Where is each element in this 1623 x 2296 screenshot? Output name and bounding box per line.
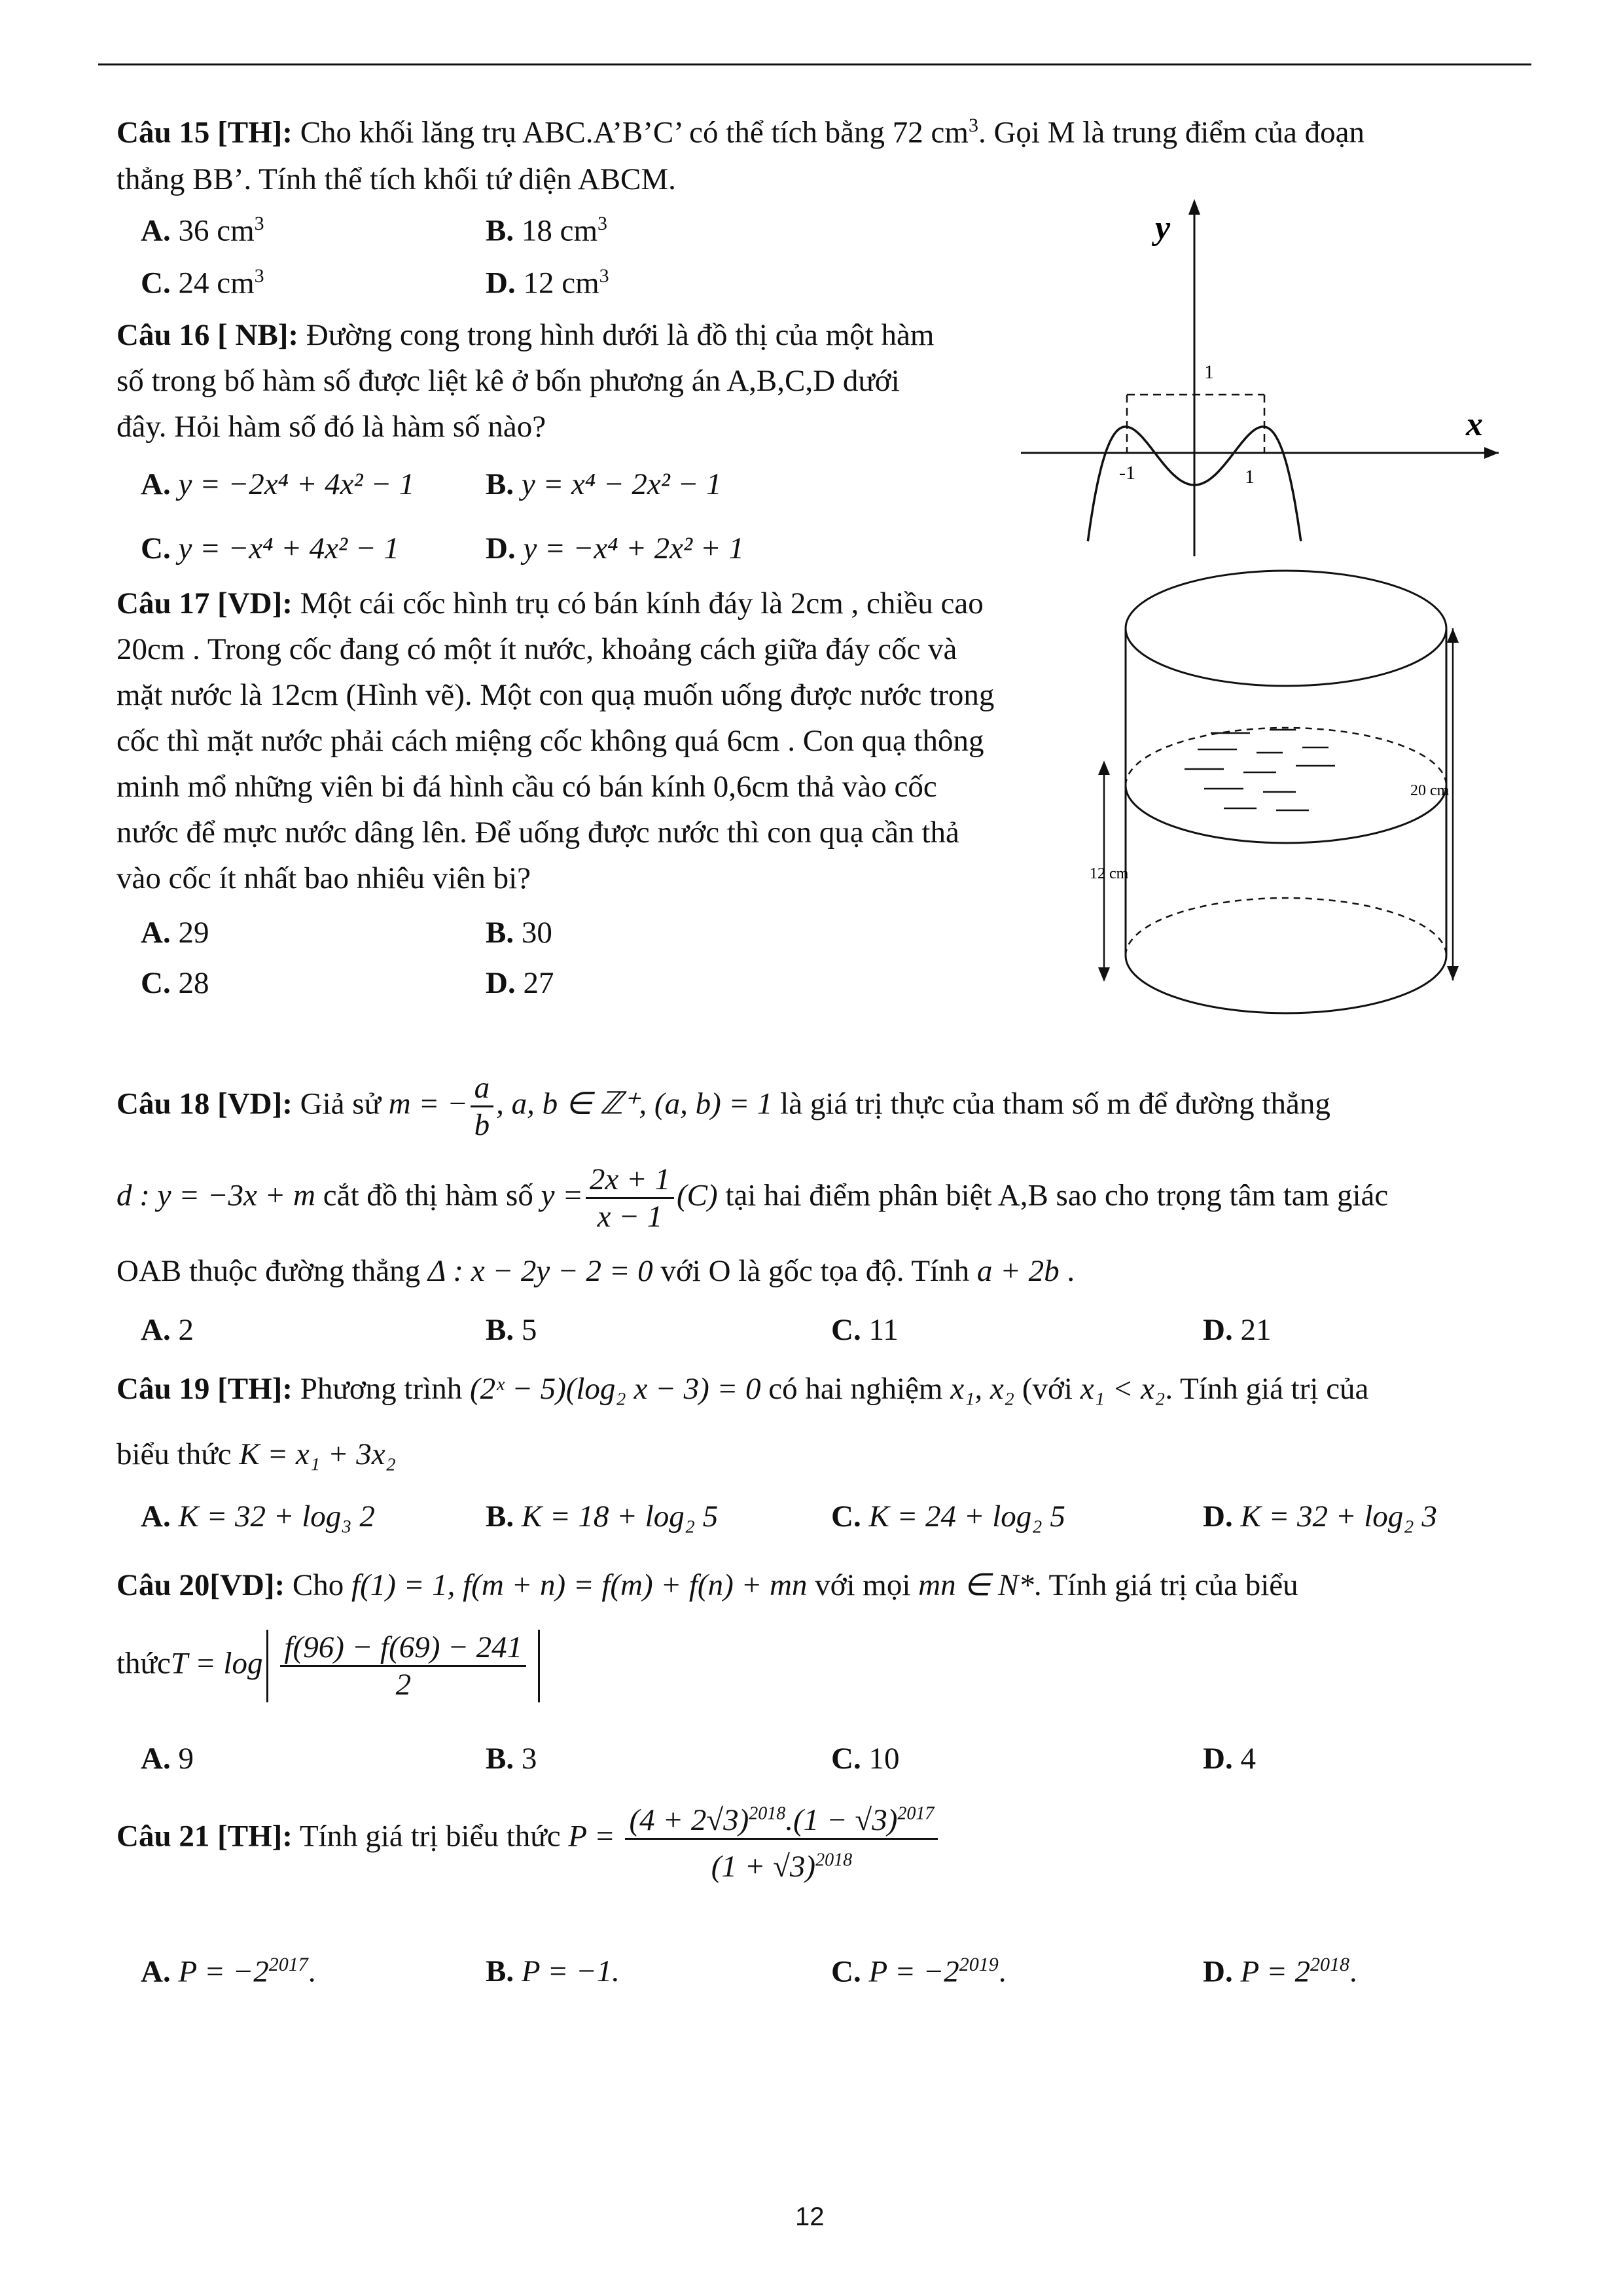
q17-line-3: mặt nước là 12cm (Hình vẽ). Một con quạ muốn uống được nước trong: [116, 678, 995, 712]
q17-option-b: B. 30: [486, 916, 552, 950]
q18-option-a: A. 2: [141, 1313, 194, 1347]
q15-option-d: D. 12 $cm^3$: [486, 265, 609, 300]
water-arrow-bottom-icon: [1098, 967, 1110, 982]
q21-fraction: $\frac{(4 + 2√3)^{2018}.(1 - √3)^{2017}}{(1 + √3)^{2018}}$: [625, 1793, 938, 1884]
height-arrow-bottom-icon: [1447, 966, 1459, 980]
q18-option-c: C. 11: [831, 1313, 899, 1347]
q16-option-a: A. y = −2x⁴ + 4x² − 1: [141, 467, 415, 501]
q15-text-2: . Gọi M là trung điểm của đoạn: [978, 115, 1364, 150]
q16-line-1: Câu 16 [ NB]: Đường cong trong hình dưới là đồ thị của một hàm: [116, 318, 935, 352]
q15-option-b: B. 18 $cm^3$: [486, 213, 608, 248]
q17-option-d: D. 27: [486, 966, 554, 1000]
q15-sup: 3: [968, 115, 978, 136]
q16-option-b: B. y = x⁴ − 2x² − 1: [486, 467, 722, 501]
q19-label: Câu 19 [TH]:: [116, 1372, 293, 1406]
q19-option-b: B. K = 18 + log₂ 5: [486, 1499, 719, 1534]
q19-option-d: D. K = 32 + log₂ 3: [1203, 1499, 1437, 1534]
q15-text-1: Cho khối lăng trụ ABC.A’B’C’ có thể tích bằng 72 cm: [292, 115, 969, 150]
q18-function-fraction: $\frac{2x + 1}{x - 1}$: [586, 1162, 674, 1234]
q17-option-c: C. 28: [141, 966, 209, 1000]
q17-label: Câu 17 [VD]:: [116, 586, 293, 620]
q17-line-7: vào cốc ít nhất bao nhiêu viên bi?: [116, 861, 531, 895]
q15-option-c: C. 24 $cm^3$: [141, 265, 264, 300]
q16-option-c: C. y = −x⁴ + 4x² − 1: [141, 531, 399, 565]
q20-fraction: $\frac{f(96) - f(69) - 241}{2}$: [280, 1630, 526, 1702]
q19-option-c: C. K = 24 + log₂ 5: [831, 1499, 1065, 1534]
q20-option-c: C. 10: [831, 1742, 900, 1776]
cylinder-bottom-front: [1126, 956, 1446, 1013]
q18-fraction: $\frac{a}{b}$: [471, 1070, 494, 1143]
q15-line-2: thẳng BB’. Tính thể tích khối tứ diện ABCM.: [116, 162, 676, 196]
water-height-label: 12 cm: [1090, 865, 1129, 882]
q18-line-1: Câu 18 [VD]: Giả sử m = − $\frac{a}{b}$ , a, b ∈ ℤ⁺, (a, b) = 1 là giá trị thực của tham số m để đường thẳng: [116, 1071, 1330, 1143]
tick-label-y-1: 1: [1204, 361, 1214, 383]
q20-line-2: thứcT = log $\frac{f(96) - f(69) - 241}{2}$: [116, 1630, 540, 1702]
q18-option-b: B. 5: [486, 1313, 537, 1347]
q20-label: Câu 20[VD]:: [116, 1568, 285, 1602]
tick-label-x-1: 1: [1245, 466, 1255, 488]
q20-option-b: B. 3: [486, 1742, 537, 1776]
q17-line-6: nước để mực nước dâng lên. Để uống được nước thì con quạ cần thả: [116, 816, 959, 850]
q21-option-b: B. P = −1.: [486, 1954, 620, 1988]
q18-line-2: d : y = −3x + m cắt đồ thị hàm số y = $\frac{2x + 1}{x - 1}$ (C) tại hai điểm phân biệt A,B sao cho trọng tâm tam giác: [116, 1162, 1389, 1234]
cylinder-top-rim: [1126, 571, 1446, 686]
y-axis-label: y: [1155, 209, 1171, 247]
tick-label-x-neg-1: -1: [1119, 462, 1135, 484]
height-label: 20 cm: [1410, 782, 1450, 799]
water-arrow-top-icon: [1098, 761, 1110, 775]
q20-line-1: Câu 20[VD]: Cho f(1) = 1, f(m + n) = f(m) + f(n) + mn với mọi mn ∈ N*. Tính giá trị của biểu: [116, 1568, 1298, 1602]
q16-line-3: đây. Hỏi hàm số đó là hàm số nào?: [116, 410, 546, 444]
q17-line-5: minh mổ những viên bi đá hình cầu có bán kính 0,6cm thả vào cốc: [116, 770, 937, 804]
q15-label: Câu 15 [TH]:: [116, 115, 293, 150]
q21-option-a: A. $P = -2^{2017}$.: [141, 1954, 316, 1989]
q21-line-1: Câu 21 [TH]: Tính giá trị biểu thức P = $\frac{(4 + 2√3)^{2018}.(1 - √3)^{2017}}{(1 + √3)^{2018}}$: [116, 1793, 940, 1884]
q20-bracket: [266, 1630, 540, 1702]
q20-option-a: A. 9: [141, 1742, 194, 1776]
q18-label: Câu 18 [VD]:: [116, 1086, 293, 1121]
height-arrow-top-icon: [1447, 628, 1459, 643]
q17-line-2: 20cm . Trong cốc đang có một ít nước, khoảng cách giữa đáy cốc và: [116, 632, 957, 666]
q15-line-1: [116, 115, 1364, 151]
water-surface-back: [1126, 728, 1446, 785]
water-ripples: [1185, 730, 1335, 810]
water-surface-front: [1126, 785, 1446, 843]
x-axis-label: x: [1466, 406, 1483, 443]
q19-line-1: Câu 19 [TH]: Phương trình (2ˣ − 5)(log₂ x − 3) = 0 có hai nghiệm x₁, x₂ (với x₁ < x₂. Tính giá trị của: [116, 1372, 1369, 1406]
q21-option-c: C. $P = -2^{2019}$.: [831, 1954, 1007, 1989]
cylinder-bottom-back: [1126, 898, 1446, 956]
q20-option-d: D. 4: [1203, 1742, 1256, 1776]
q17-line-4: cốc thì mặt nước phải cách miệng cốc không quá 6cm . Con quạ thông: [116, 724, 984, 758]
q18-option-d: D. 21: [1203, 1313, 1272, 1347]
q17-cylinder-figure: [1086, 569, 1472, 1028]
q17-line-1: Câu 17 [VD]: Một cái cốc hình trụ có bán kính đáy là 2cm , chiều cao: [116, 586, 984, 620]
q19-option-a: A. K = 32 + log₃ 2: [141, 1499, 375, 1534]
q18-line-3: OAB thuộc đường thẳng Δ : x − 2y − 2 = 0 với O là gốc tọa độ. Tính a + 2b .: [116, 1254, 1075, 1288]
q21-label: Câu 21 [TH]:: [116, 1819, 293, 1854]
q16-option-d: D. y = −x⁴ + 2x² + 1: [486, 531, 744, 565]
q16-function-graph: [1021, 190, 1505, 563]
page-number: 12: [795, 2202, 825, 2231]
y-axis-arrow-icon: [1188, 199, 1200, 215]
header-rule: [98, 63, 1531, 65]
q16-line-2: số trong bố hàm số được liệt kê ở bốn phương án A,B,C,D dưới: [116, 364, 900, 398]
q17-option-a: A. 29: [141, 916, 209, 950]
q16-label: Câu 16 [ NB]:: [116, 318, 299, 352]
q15-option-a: A. 36 $cm^3$: [141, 213, 264, 248]
x-axis-arrow-icon: [1484, 447, 1499, 459]
q21-option-d: D. $P = 2^{2018}$.: [1203, 1954, 1357, 1989]
q19-line-2: biểu thức K = x₁ + 3x₂: [116, 1437, 396, 1471]
